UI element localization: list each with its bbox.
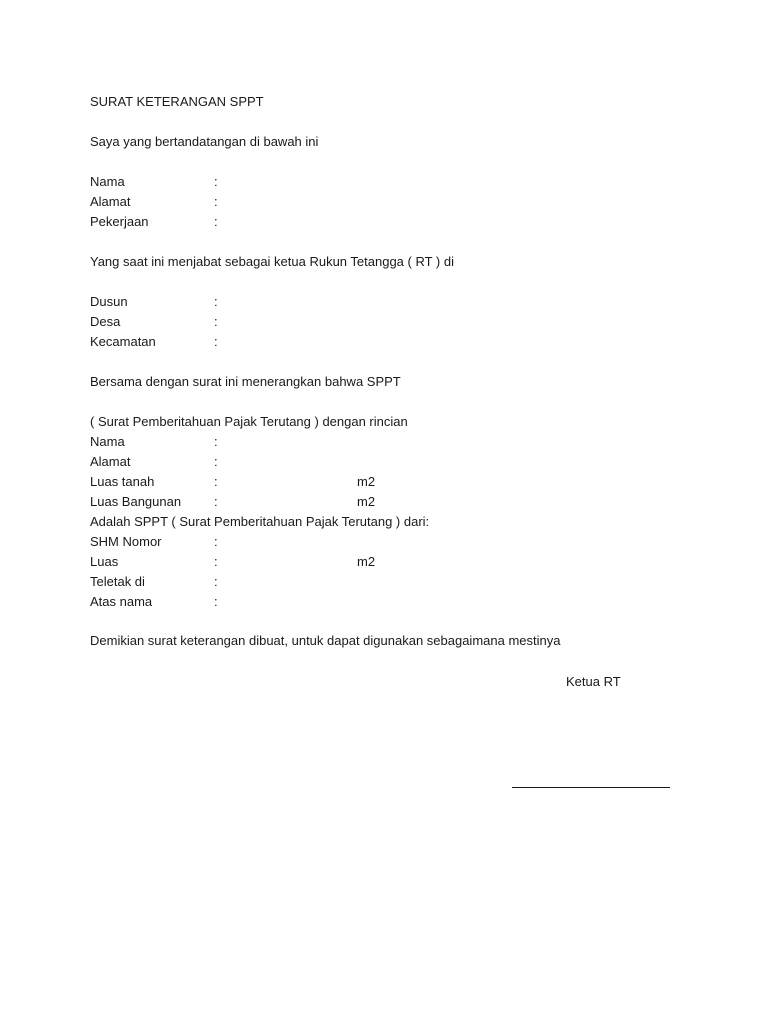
field-colon: : [214, 454, 218, 469]
field-label: Kecamatan [90, 334, 156, 349]
signer-field-nama [90, 174, 690, 190]
detail-field-luas-bangunan [90, 494, 690, 510]
field-colon: : [214, 334, 218, 349]
field-colon: : [214, 294, 218, 309]
field-colon: : [214, 314, 218, 329]
field-label: Nama [90, 174, 125, 189]
signer-field-alamat [90, 194, 690, 210]
signature-line [512, 787, 670, 788]
field-colon: : [214, 494, 218, 509]
source-field-atas-nama [90, 594, 690, 610]
field-label: Alamat [90, 454, 131, 469]
field-label: Nama [90, 434, 125, 449]
field-colon: : [214, 214, 218, 229]
field-colon: : [214, 474, 218, 489]
field-colon: : [214, 574, 218, 589]
field-label: Luas tanah [90, 474, 155, 489]
position-statement: Yang saat ini menjabat sebagai ketua Rukun Tetangga ( RT ) di [90, 254, 454, 269]
signature-title: Ketua RT [566, 674, 621, 689]
location-field-kecamatan [90, 334, 690, 350]
statement-text: Bersama dengan surat ini menerangkan bahwa SPPT [90, 374, 401, 389]
field-unit: m2 [357, 474, 376, 489]
field-label: Atas nama [90, 594, 153, 609]
field-colon: : [214, 434, 218, 449]
source-field-teletak-di [90, 574, 690, 590]
field-label: Teletak di [90, 574, 145, 589]
field-label: SHM Nomor [90, 534, 162, 549]
location-field-dusun [90, 294, 690, 310]
source-field-shm-nomor [90, 534, 690, 550]
field-colon: : [214, 594, 218, 609]
intro-text: Saya yang bertandatangan di bawah ini [90, 134, 319, 149]
field-label: Alamat [90, 194, 131, 209]
field-colon: : [214, 194, 218, 209]
field-colon: : [214, 554, 218, 569]
detail-field-nama [90, 434, 690, 450]
location-field-desa [90, 314, 690, 330]
field-label: Luas Bangunan [90, 494, 182, 509]
source-field-luas [90, 554, 690, 570]
closing-text: Demikian surat keterangan dibuat, untuk dapat digunakan sebagaimana mestinya [90, 633, 561, 648]
field-label: Luas [90, 554, 119, 569]
source-heading: Adalah SPPT ( Surat Pemberitahuan Pajak Terutang ) dari: [90, 514, 430, 529]
signer-field-pekerjaan [90, 214, 690, 230]
field-label: Pekerjaan [90, 214, 149, 229]
field-unit: m2 [357, 554, 376, 569]
field-label: Dusun [90, 294, 128, 309]
field-colon: : [214, 534, 218, 549]
field-colon: : [214, 174, 218, 189]
field-label: Desa [90, 314, 121, 329]
detail-heading: ( Surat Pemberitahuan Pajak Terutang ) dengan rincian [90, 414, 408, 429]
field-unit: m2 [357, 494, 376, 509]
detail-field-luas-tanah [90, 474, 690, 490]
document-title: SURAT KETERANGAN SPPT [90, 94, 264, 109]
detail-field-alamat [90, 454, 690, 470]
